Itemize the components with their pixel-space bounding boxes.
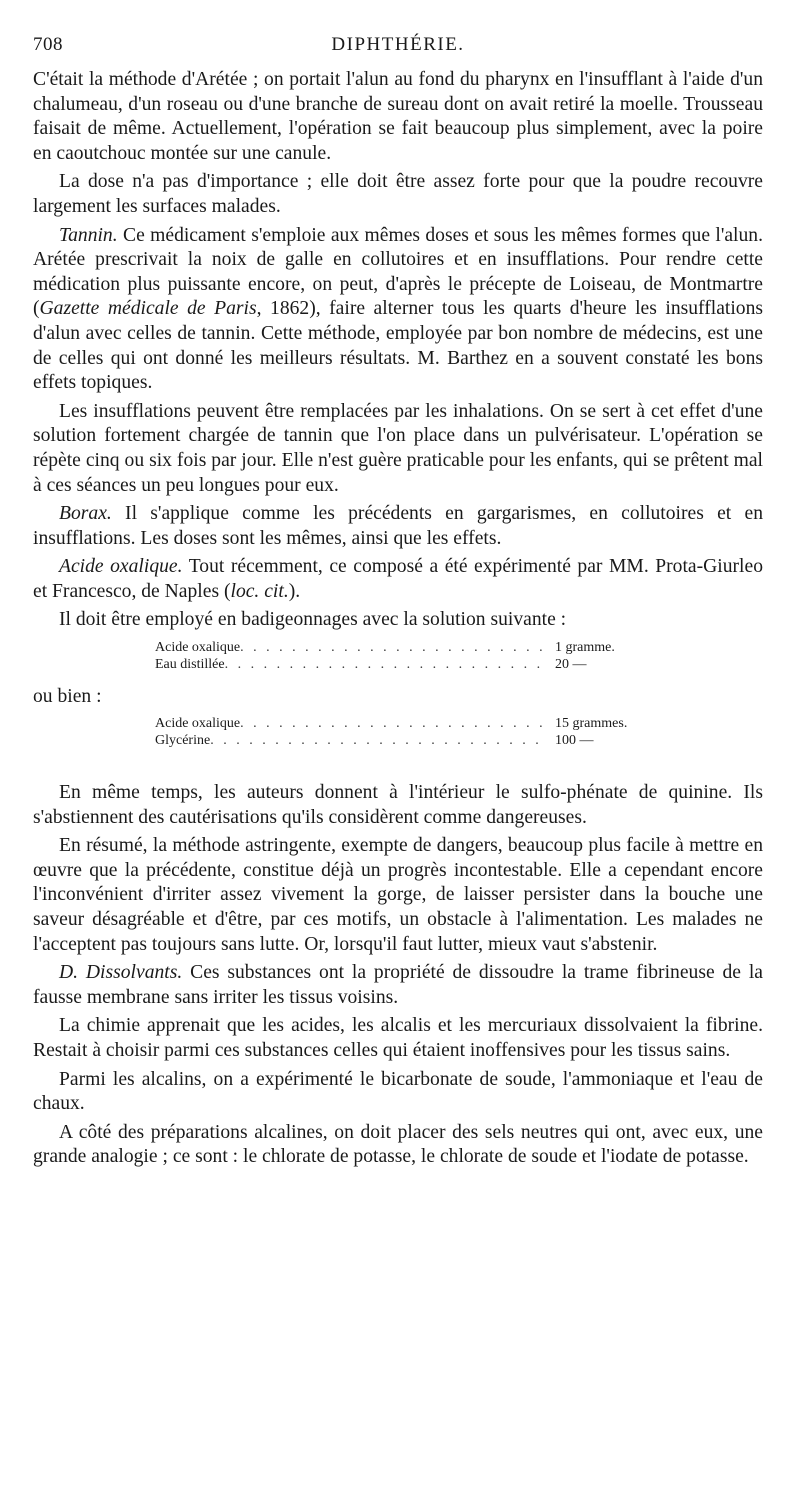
paragraph-text: La dose n'a pas d'importance ; elle doit être assez forte pour que la poudre recouvre largement les surfaces malades.	[33, 171, 763, 217]
paragraph-text: Il s'applique comme les précédents en gargarismes, en collutoires et en insufflations. Les doses sont les mêmes, ainsi que les effets.	[33, 503, 763, 549]
ingredient-quantity: 1 gramme.	[555, 640, 615, 656]
recipe-row	[155, 715, 655, 732]
ingredient-name: Acide oxalique	[155, 640, 241, 656]
paragraph-text: Il doit être employé en badigeonnages avec la solution suivante :	[59, 609, 567, 631]
recipe-formula-2	[155, 715, 655, 749]
spacer	[33, 761, 763, 781]
paragraph	[33, 1068, 763, 1117]
ingredient-quantity: 20 —	[555, 657, 587, 673]
citation-title: Gazette médicale de Paris	[39, 298, 257, 320]
paragraph	[33, 781, 763, 830]
recipe-formula-1	[155, 639, 655, 673]
citation-ref: loc. cit.	[230, 580, 289, 602]
page-number: 708	[33, 34, 63, 55]
paragraph-text: En résumé, la méthode astringente, exempte de dangers, beaucoup plus facile à mettre en œuvre que la précédente, constitue déjà un progrès incontestable. Elle a cependant encore l'inconvénient d'irriter assez vivement la gorge, de laisser persister dans la bouche une saveur désagréable et d'être, par ces motifs, un obstacle à l'alimentation. Les malades ne l'acceptent pas toujours sans lutte. Or, lorsqu'il faut lutter, mieux vaut s'abstenir.	[33, 835, 763, 955]
body-text	[33, 68, 763, 633]
paragraph-text: , 1862), faire alterner tous les quarts d'heure les insufflations d'alun avec celles de tannin. Cette méthode, employée par bon nombre de médecins, est une de celles qui ont donné les meilleurs résultats. M. Barthez en a souvent constaté les bons effets topiques.	[33, 298, 763, 394]
leader-dots	[225, 656, 547, 673]
recipe-row	[155, 656, 655, 673]
book-page	[33, 34, 763, 1174]
paragraph-text: Ces substances ont la propriété de dissoudre la trame fibrineuse de la fausse membrane sans irriter les tissus voisins.	[33, 962, 763, 1008]
paragraph-text: Ce médicament s'emploie aux mêmes doses et sous les mêmes formes que l'alun. Arétée prescrivait la noix de galle en collutoires et en insufflations. Pour rendre cette médication plus puissante encore, on peut, d'après le précepte de Loiseau, de Montmartre (	[33, 224, 763, 320]
leader-dots	[210, 732, 547, 749]
ingredient-name: Acide oxalique	[155, 716, 241, 732]
recipe-row	[155, 732, 655, 749]
paragraph-text: Tout récemment, ce composé a été expérimenté par MM. Prota-Giurleo et Francesco, de Naples (	[33, 556, 763, 602]
paragraph	[33, 400, 763, 498]
paragraph-dissolvants	[33, 961, 763, 1010]
ingredient-name: Eau distillée	[155, 657, 225, 673]
paragraph	[33, 170, 763, 219]
paragraph	[33, 608, 763, 633]
alternative-label: ou bien :	[33, 686, 102, 708]
paragraph-borax	[33, 502, 763, 551]
paragraph-text: En même temps, les auteurs donnent à l'intérieur le sulfo-phénate de quinine. Ils s'abstiennent des cautérisations qu'ils considèrent comme dangereuses.	[33, 782, 763, 828]
running-title: DIPHTHÉRIE.	[331, 34, 465, 55]
recipe-row	[155, 639, 655, 656]
paragraph-text: Les insufflations peuvent être remplacées par les inhalations. On se sert à cet effet d'une solution fortement chargée de tannin que l'on place dans un pulvérisateur. L'opération se répète cinq ou six fois par jour. Elle n'est guère praticable pour les enfants, qui se prêtent mal à ces séances un peu longues pour eux.	[33, 400, 763, 496]
ingredient-quantity: 100 —	[555, 733, 594, 749]
leader-dots	[240, 715, 547, 732]
paragraph	[33, 1121, 763, 1170]
paragraph-text: ).	[288, 580, 301, 602]
paragraph-acide-oxalique	[33, 555, 763, 604]
section-lead: D. Dissolvants.	[59, 962, 183, 984]
section-lead: Borax.	[59, 503, 112, 525]
ingredient-quantity: 15 grammes.	[555, 716, 628, 732]
paragraph	[33, 834, 763, 957]
section-lead: Acide oxalique.	[59, 556, 183, 578]
paragraph	[33, 68, 763, 166]
body-text-continued	[33, 781, 763, 1170]
paragraph-text: C'était la méthode d'Arétée ; on portait l'alun au fond du pharynx en l'insufflant à l'aide d'un chalumeau, d'un roseau ou d'une branche de sureau dont on avait retiré la moelle. Trousseau faisait de même. Actuellement, l'opération se fait beaucoup plus simplement, avec la poire en caoutchouc montée sur une canule.	[33, 69, 763, 164]
page-header	[33, 34, 763, 68]
paragraph-text: A côté des préparations alcalines, on doit placer des sels neutres qui ont, avec eux, une grande analogie ; ce sont : le chlorate de potasse, le chlorate de soude et l'iodate de potasse.	[33, 1121, 763, 1168]
leader-dots	[240, 639, 547, 656]
paragraph-text: Parmi les alcalins, on a expérimenté le bicarbonate de soude, l'ammoniaque et l'eau de chaux.	[33, 1068, 763, 1115]
paragraph	[33, 1014, 763, 1063]
section-lead: Tannin.	[59, 224, 118, 246]
ingredient-name: Glycérine	[155, 733, 211, 749]
paragraph-text: La chimie apprenait que les acides, les alcalis et les mercuriaux dissolvaient la fibrine. Restait à choisir parmi ces substances celles qui étaient inoffensives pour les tissus sains.	[33, 1015, 763, 1061]
paragraph-tannin	[33, 224, 763, 396]
